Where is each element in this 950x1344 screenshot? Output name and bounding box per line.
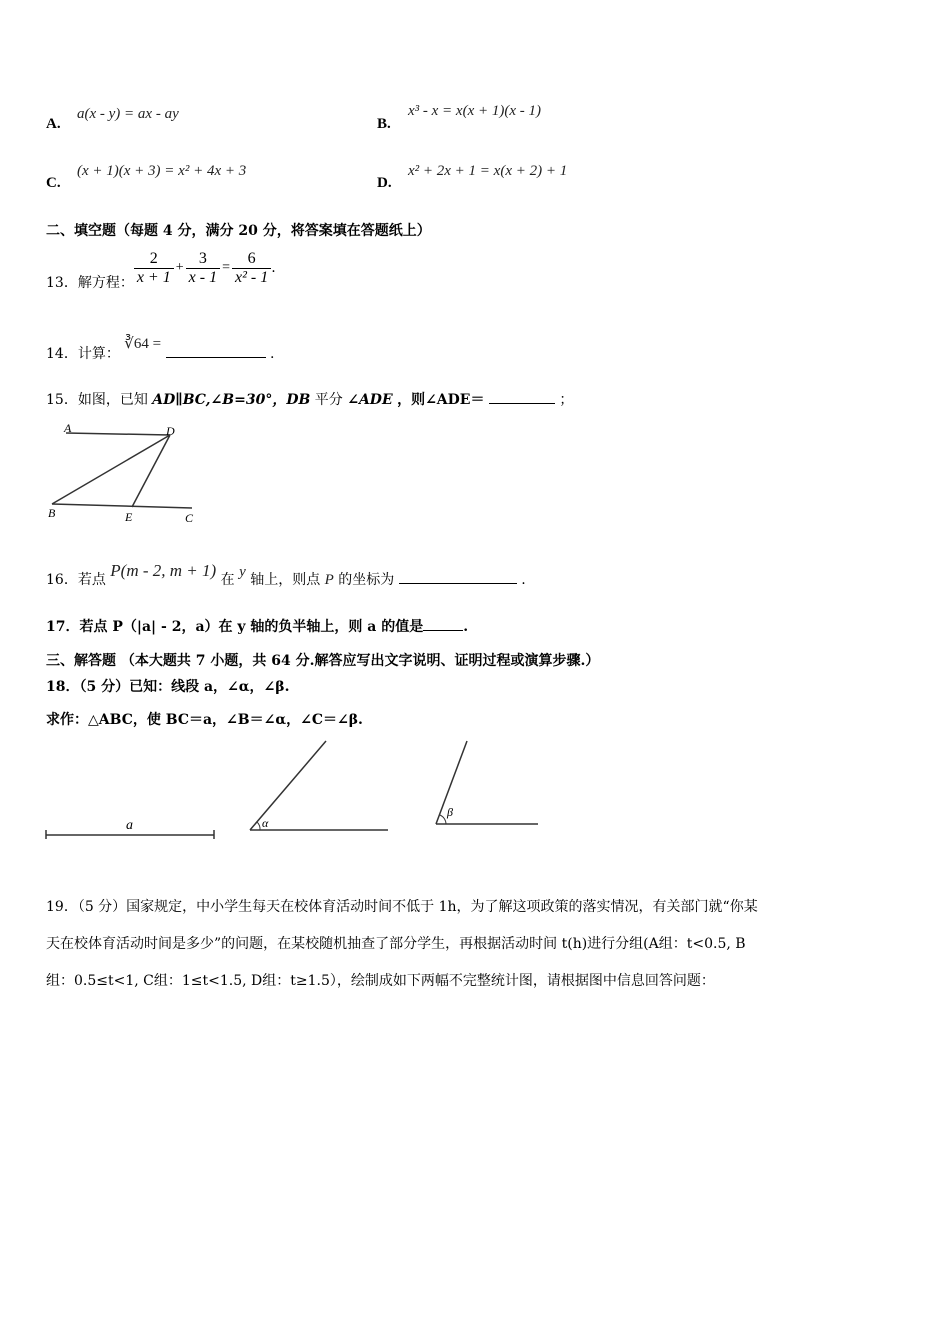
point-a-label: A	[64, 421, 72, 435]
option-a-label: A.	[46, 116, 61, 132]
point-e-label: E	[125, 510, 133, 524]
question-18-line-2: 求作：△ABC，使 BC＝a，∠B＝∠α，∠C＝∠β.	[46, 712, 363, 728]
q15-answer-blank[interactable]	[489, 403, 555, 404]
q15-end: ；	[559, 392, 574, 408]
q13-fraction-1	[134, 250, 174, 287]
q16-end: .	[521, 572, 526, 588]
question-13	[46, 244, 276, 292]
point-c-label: C	[185, 511, 194, 525]
q13-f1-numerator: 2	[149, 249, 158, 267]
q16-answer-blank[interactable]	[399, 583, 517, 584]
option-d-expression: x² + 2x + 1 = x(x + 2) + 1	[408, 163, 568, 179]
question-16	[46, 561, 526, 589]
section-3-title: 三、解答题 （本大题共 7 小题，共 64 分.解答应写出文字说明、证明过程或演算步骤.）	[46, 653, 600, 669]
angle-alpha-label: α	[262, 816, 269, 830]
line-ad	[66, 433, 170, 435]
option-c-label: C.	[46, 175, 61, 191]
section-2-title: 二、填空题（每题 4 分，满分 20 分，将答案填在答题纸上）	[46, 223, 431, 239]
point-d-label: D	[166, 424, 175, 438]
question-19-line-2: 天在校体育活动时间是多少”的问题，在某校随机抽查了部分学生，再根据活动时间 t(h)进行分组(A组：t<0.5, B	[46, 936, 746, 952]
q15-bisects: 平分	[314, 392, 343, 408]
figure-q18	[40, 735, 550, 850]
q15-prefix: 15．如图，已知	[46, 392, 148, 408]
q14-prefix: 14．计算：	[46, 346, 120, 362]
q16-tail: 的坐标为	[338, 572, 395, 588]
figure-q15	[40, 418, 210, 530]
q13-f2-denominator: x - 1	[186, 268, 220, 287]
q13-equals: =	[222, 260, 230, 275]
q13-fraction-2	[186, 250, 220, 287]
question-15	[46, 389, 573, 409]
q14-expression: ∛64 =	[124, 336, 162, 352]
option-a-expression: a(x - y) = ax - ay	[77, 106, 179, 122]
question-19-line-3: 组：0.5≤t<1, C组：1≤t<1.5, D组：t≥1.5），绘制成如下两幅不完整统计图，请根据图中信息回答问题：	[46, 973, 715, 989]
option-d-label: D.	[377, 175, 392, 191]
q13-f1-denominator: x + 1	[134, 268, 174, 287]
point-b-label: B	[48, 506, 56, 520]
q16-on: 在	[220, 572, 235, 588]
q15-tail: ，则∠ADE＝	[397, 392, 485, 408]
angle-beta-arc	[440, 815, 446, 824]
q15-angle: ∠ADE	[347, 392, 393, 408]
q13-plus: +	[175, 260, 184, 275]
segment-a-label: a	[126, 818, 133, 833]
option-c-expression: (x + 1)(x + 3) = x² + 4x + 3	[77, 163, 247, 179]
question-17	[46, 616, 468, 636]
q16-axis: y	[239, 564, 246, 580]
q17-text: 17．若点 P（|a| - 2，a）在 y 轴的负半轴上，则 a 的值是	[46, 619, 424, 635]
angle-beta-label: β	[447, 805, 453, 819]
q13-fraction-3	[232, 250, 271, 287]
q16-prefix: 16．若点	[46, 572, 106, 588]
angle-alpha-arc	[257, 822, 260, 830]
question-14	[46, 334, 274, 363]
question-19-line-1: 19．（5 分）国家规定，中小学生每天在校体育活动时间不低于 1h，为了解这项政策的落实情况，有关部门就“你某	[46, 899, 758, 915]
question-18-line-1: 18．（5 分）已知：线段 a，∠α，∠β.	[46, 679, 290, 695]
q13-end: .	[271, 260, 276, 276]
q13-prefix: 13．解方程：	[46, 275, 134, 291]
line-bc	[52, 504, 192, 508]
q13-f3-numerator: 6	[247, 249, 256, 267]
option-b-label: B.	[377, 116, 391, 132]
q16-p: P	[324, 572, 334, 588]
q17-answer-blank[interactable]	[423, 630, 463, 631]
q16-middle: 轴上，则点	[250, 572, 321, 588]
q14-end: .	[269, 346, 275, 362]
q14-answer-blank[interactable]	[166, 357, 266, 358]
q17-end: .	[463, 619, 469, 635]
q13-f2-numerator: 3	[198, 249, 207, 267]
q15-condition: AD∥BC,∠B=30°，DB	[152, 392, 311, 408]
q13-f3-denominator: x² - 1	[232, 268, 271, 287]
option-b-expression: x³ - x = x(x + 1)(x - 1)	[408, 103, 542, 119]
q16-point: P(m - 2, m + 1)	[110, 561, 217, 580]
